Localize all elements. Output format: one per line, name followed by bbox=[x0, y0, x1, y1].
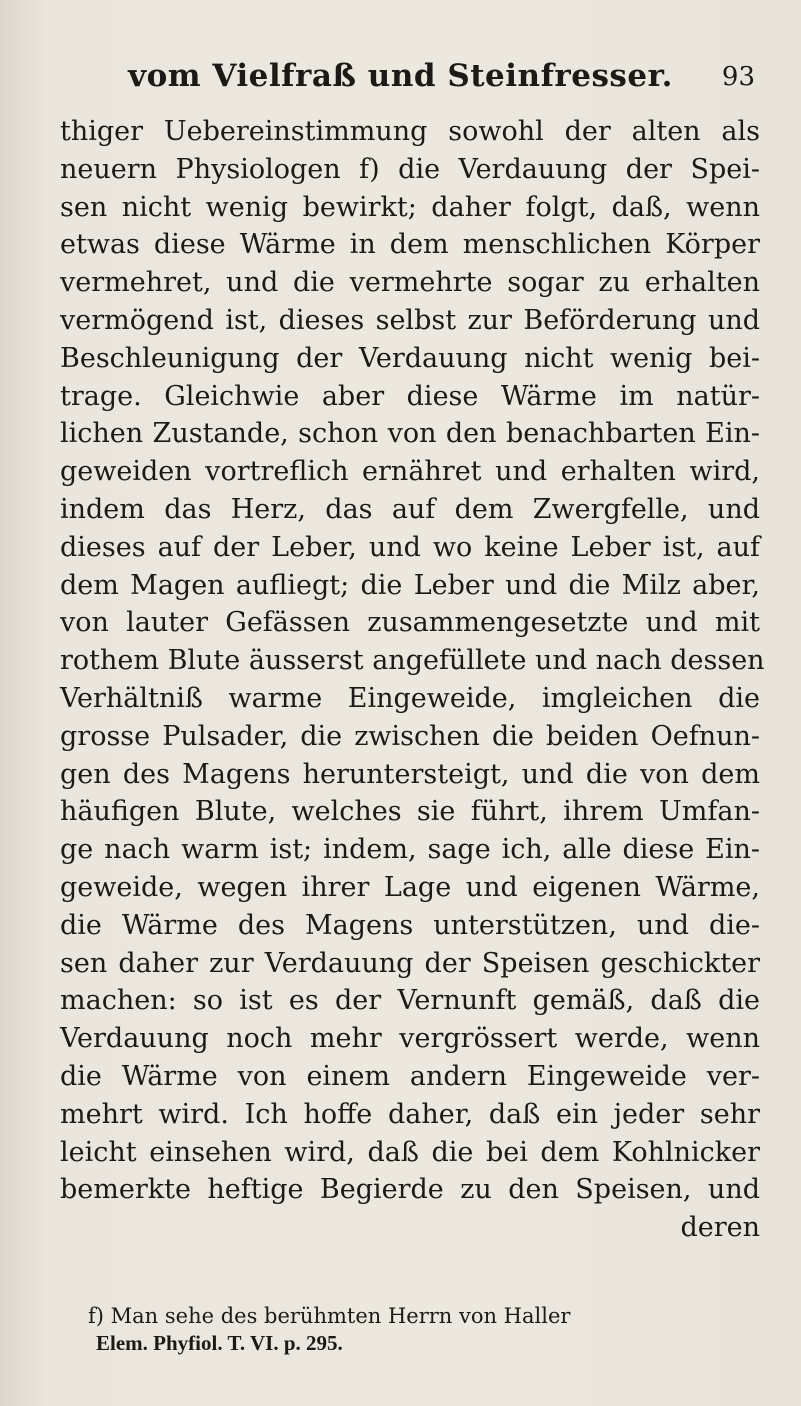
footnote-reference: Elem. Phyfiol. T. VI. p. 295. bbox=[96, 1331, 343, 1355]
main-text bbox=[60, 113, 765, 1247]
text-line: lichen Zustande, schon von den benachbarten Ein- bbox=[60, 418, 760, 450]
running-title: vom Vielfraß und Steinfresser. bbox=[128, 58, 673, 94]
text-line: die Wärme von einem andern Eingeweide ver- bbox=[60, 1060, 760, 1092]
page-number: 93 bbox=[721, 62, 755, 92]
text-line: vermögend ist, dieses selbst zur Beförderung und bbox=[60, 304, 760, 336]
text-line: rothem Blute äusserst angefüllete und nach dessen bbox=[60, 645, 765, 677]
text-line: sen daher zur Verdauung der Speisen geschickter bbox=[60, 947, 760, 979]
catchword: deren bbox=[680, 1212, 760, 1244]
text-line: ge nach warm ist; indem, sage ich, alle diese Ein- bbox=[60, 834, 760, 866]
text-line: dieses auf der Leber, und wo keine Leber ist, auf bbox=[60, 531, 760, 563]
text-line: die Wärme des Magens unterstützen, und die- bbox=[60, 909, 760, 941]
text-line: geweiden vortreflich ernähret und erhalten wird, bbox=[60, 456, 760, 488]
text-line: sen nicht wenig bewirkt; daher folgt, daß, wenn bbox=[60, 191, 760, 223]
text-line: machen: so ist es der Vernunft gemäß, daß die bbox=[60, 985, 760, 1017]
text-line: mehrt wird. Ich hoffe daher, daß ein jeder sehr bbox=[60, 1098, 760, 1130]
text-line: grosse Pulsader, die zwischen die beiden Oefnun- bbox=[60, 720, 760, 752]
text-line: häufigen Blute, welches sie führt, ihrem Umfan- bbox=[60, 796, 760, 828]
text-line: indem das Herz, das auf dem Zwergfelle, und bbox=[60, 493, 760, 525]
text-line: gen des Magens heruntersteigt, und die von dem bbox=[60, 758, 760, 790]
text-line: Verdauung noch mehr vergrössert werde, wenn bbox=[60, 1023, 760, 1055]
text-line: dem Magen aufliegt; die Leber und die Milz aber, bbox=[60, 569, 760, 601]
page-header bbox=[0, 58, 801, 98]
text-line: von lauter Gefässen zusammengesetzte und mit bbox=[60, 607, 760, 639]
text-line: neuern Physiologen f) die Verdauung der Spei- bbox=[60, 153, 760, 185]
text-line: Verhältniß warme Eingeweide, imgleichen die bbox=[60, 682, 760, 714]
text-line: Beschleunigung der Verdauung nicht wenig bei- bbox=[60, 342, 760, 374]
text-line: leicht einsehen wird, daß die bei dem Kohlnicker bbox=[60, 1136, 760, 1168]
text-line: etwas diese Wärme in dem menschlichen Körper bbox=[60, 229, 760, 261]
footnote bbox=[88, 1303, 728, 1357]
footnote-line: f) Man sehe des berühmten Herrn von Haller bbox=[88, 1304, 571, 1328]
text-line: trage. Gleichwie aber diese Wärme im natür- bbox=[60, 380, 760, 412]
text-line: vermehret, und die vermehrte sogar zu erhalten bbox=[60, 267, 760, 299]
text-line: geweide, wegen ihrer Lage und eigenen Wärme, bbox=[60, 871, 760, 903]
text-line: thiger Uebereinstimmung sowohl der alten als bbox=[60, 116, 760, 147]
text-line: bemerkte heftige Begierde zu den Speisen, und bbox=[60, 1174, 760, 1206]
